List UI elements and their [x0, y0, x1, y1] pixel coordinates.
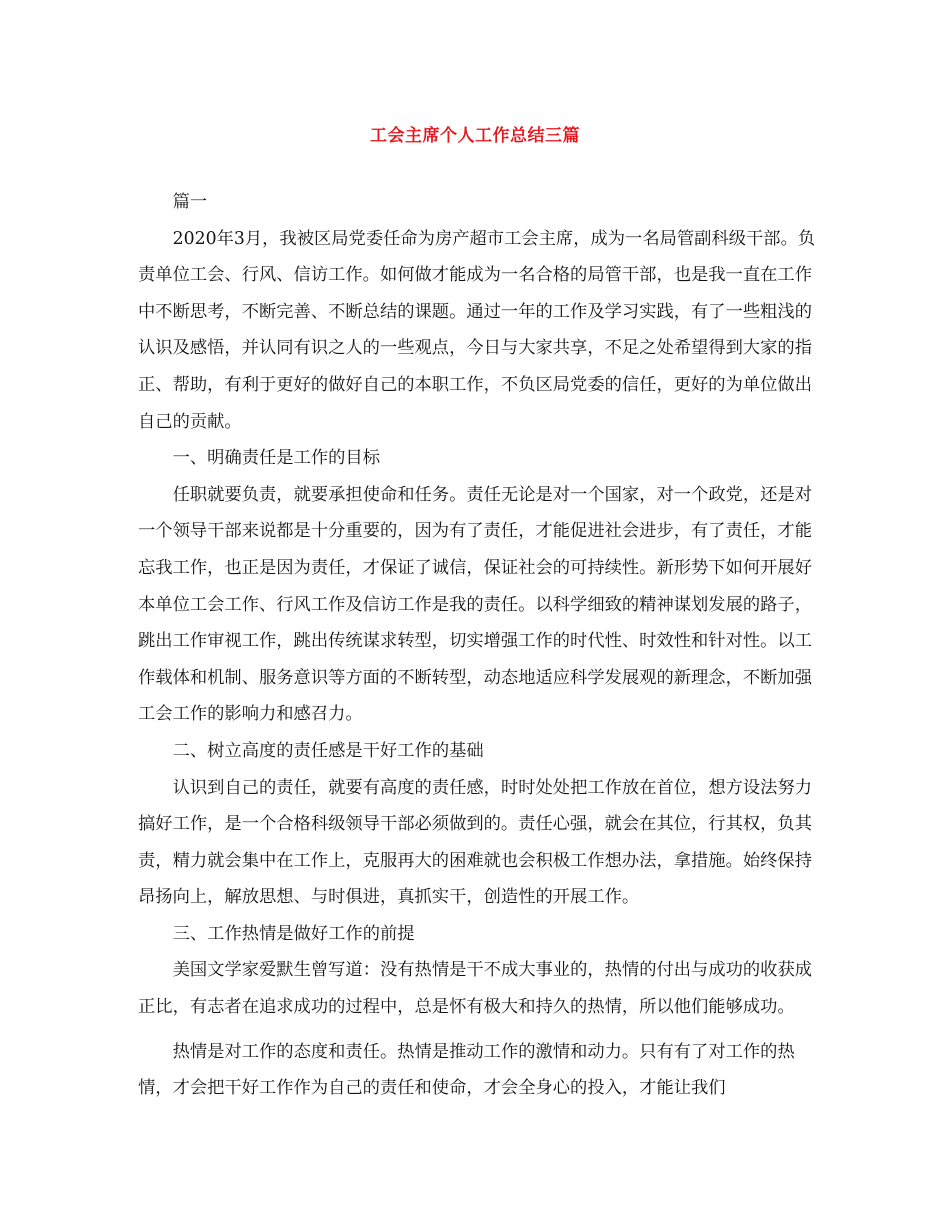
- document-title: 工会主席个人工作总结三篇: [370, 126, 580, 146]
- heading-2: 二、树立高度的责任感是干好工作的基础: [172, 740, 484, 761]
- section-label: 篇一: [172, 192, 208, 212]
- paragraph-intro: 2020年3月，我被区局党委任命为房产超市工会主席，成为一名局管副科级干部。负责单位工会、行风、信访工作。如何做才能成为一名合格的局管干部，也是我一直在工作中不断思考，不断完善、不断总结的课题。通过一年的工作及学习实践，有了一些粗浅的认识及感悟，并认同有识之人的一些观点，今日与大家共享，不足之处希望得到大家的指正、帮助，有利于更好的做好自己的本职工作，不负区局党委的信任，更好的为单位做出自己的贡献。: [138, 228, 816, 432]
- paragraph-sense-of-duty: 认识到自己的责任，就要有高度的责任感，时时处处把工作放在首位，想方设法努力搞好工作，是一个合格科级领导干部必须做到的。责任心强，就会在其位，行其权，负其责，精力就会集中在工作上，克服再大的困难就也会积极工作想办法，拿措施。始终保持昂扬向上，解放思想、与时俱进，真抓实干，创造性的开展工作。: [138, 777, 813, 908]
- heading-3: 三、工作热情是做好工作的前提: [172, 923, 415, 944]
- document-body: [138, 184, 820, 1107]
- paragraph-enthusiasm: 热情是对工作的态度和责任。热情是推动工作的激情和动力。只有有了对工作的热情，才会把干好工作作为自己的责任和使命，才会全身心的投入，才能让我们: [138, 1041, 795, 1099]
- heading-1: 一、明确责任是工作的目标: [172, 448, 380, 469]
- paragraph-emerson-quote: 美国文学家爱默生曾写道：没有热情是干不成大事业的，热情的付出与成功的收获成正比，有志者在追求成功的过程中，总是怀有极大和持久的热情，所以他们能够成功。: [138, 960, 813, 1018]
- paragraph-responsibility: 任职就要负责，就要承担使命和任务。责任无论是对一个国家，对一个政党，还是对一个领导干部来说都是十分重要的，因为有了责任，才能促进社会进步，有了责任，才能忘我工作，也正是因为责任，才保证了诚信，保证社会的可持续性。新形势下如何开展好本单位工会工作、行风工作及信访工作是我的责任。以科学细致的精神谋划发展的路子，跳出工作审视工作，跳出传统谋求转型，切实增强工作的时代性、时效性和针对性。以工作载体和机制、服务意识等方面的不断转型，动态地适应科学发展观的新理念，不断加强工会工作的影响力和感召力。: [138, 484, 813, 725]
